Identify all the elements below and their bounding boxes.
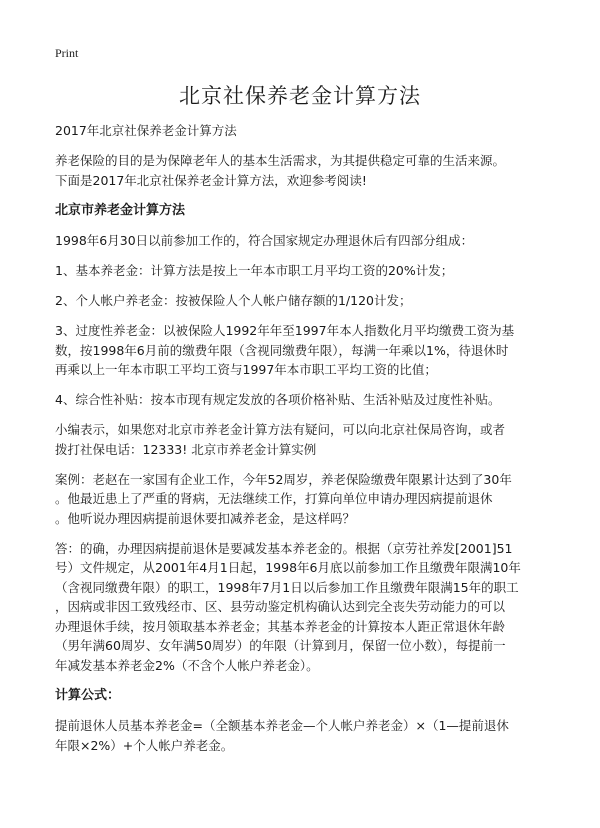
text-line: 计算公式：	[55, 687, 121, 703]
text-line: 号）文件规定，从2001年4月1日起，1998年6月底以前参加工作且缴费年限满10年	[55, 560, 521, 575]
text-line: 年减发基本养老金2%（不含个人帐户养老金）。	[55, 657, 319, 673]
text-line: 办理退休手续，按月领取基本养老金；其基本养老金的计算按本人距正常退休年龄	[55, 618, 506, 634]
paragraph	[55, 539, 555, 676]
text-line: 再乘以上一年本市职工平均工资与1997年本市职工平均工资的比值；	[55, 362, 437, 377]
paragraph	[55, 151, 555, 190]
text-line: ，因病或非因工致残经市、区、县劳动鉴定机构确认达到完全丧失劳动能力的可以	[55, 599, 506, 614]
text-line: （含视同缴费年限）的职工，1998年7月1日以后参加工作且缴费年限满15年的职工	[55, 579, 519, 595]
print-link[interactable]: Print	[55, 46, 79, 60]
section-heading	[55, 201, 555, 221]
text-line: 2017年北京社保养老金计算方法	[55, 123, 237, 138]
text-line: 养老保险的目的是为保障老年人的基本生活需求，为其提供稳定可靠的生活来源。	[55, 153, 506, 168]
paragraph	[55, 470, 555, 529]
text-line: 1、基本养老金：计算方法是按上一年本市职工月平均工资的20%计发；	[55, 263, 454, 278]
text-line: 。他最近患上了严重的肾病，无法继续工作，打算向单位申请办理因病提前退休	[55, 491, 493, 506]
paragraph	[55, 121, 555, 141]
paragraph	[55, 716, 555, 755]
paragraph	[55, 321, 555, 380]
paragraph	[55, 420, 555, 459]
text-line: 。他听说办理因病提前退休要扣减养老金，是这样吗？	[55, 510, 356, 526]
text-line: 北京市养老金计算方法	[55, 202, 186, 218]
paragraph	[55, 231, 555, 251]
text-line: 4、综合性补贴：按本市现有规定发放的各项价格补贴、生活补贴及过度性补贴。	[55, 392, 501, 407]
text-line: 提前退休人员基本养老金=（全额基本养老金—个人帐户养老金）×（1—提前退休	[55, 718, 509, 733]
text-line: 拨打社保电话：12333! 北京市养老金计算实例	[55, 441, 317, 457]
text-line: 答：的确，办理因病提前退休是要减发基本养老金的。根据（京劳社养发[2001]51	[55, 540, 513, 556]
text-line: （男年满60周岁、女年满50周岁）的年限（计算到月，保留一位小数），每提前一	[55, 638, 506, 653]
paragraph	[55, 390, 555, 410]
document-body	[55, 121, 555, 766]
section-heading	[55, 686, 555, 706]
page-title: 北京社保养老金计算方法	[179, 84, 421, 108]
paragraph	[55, 291, 555, 311]
text-line: 年限×2%）+个人帐户养老金。	[55, 737, 234, 753]
text-line: 案例：老赵在一家国有企业工作，今年52周岁，养老保险缴费年限累计达到了30年	[55, 471, 512, 487]
paragraph	[55, 261, 555, 281]
text-line: 3、过度性养老金：以被保险人1992年年至1997年本人指数化月平均缴费工资为基	[55, 323, 515, 338]
text-line: 小编表示，如果您对北京市养老金计算方法有疑问，可以向北京社保局咨询，或者	[55, 422, 506, 437]
text-line: 下面是2017年北京社保养老金计算方法，欢迎参考阅读!	[55, 172, 367, 188]
text-line: 2、个人帐户养老金：按被保险人个人帐户储存额的1/120计发；	[55, 293, 412, 308]
text-line: 1998年6月30日以前参加工作的，符合国家规定办理退休后有四部分组成：	[55, 233, 474, 248]
text-line: 数，按1998年6月前的缴费年限（含视同缴费年限），每满一年乘以1%，待退休时	[55, 342, 509, 358]
